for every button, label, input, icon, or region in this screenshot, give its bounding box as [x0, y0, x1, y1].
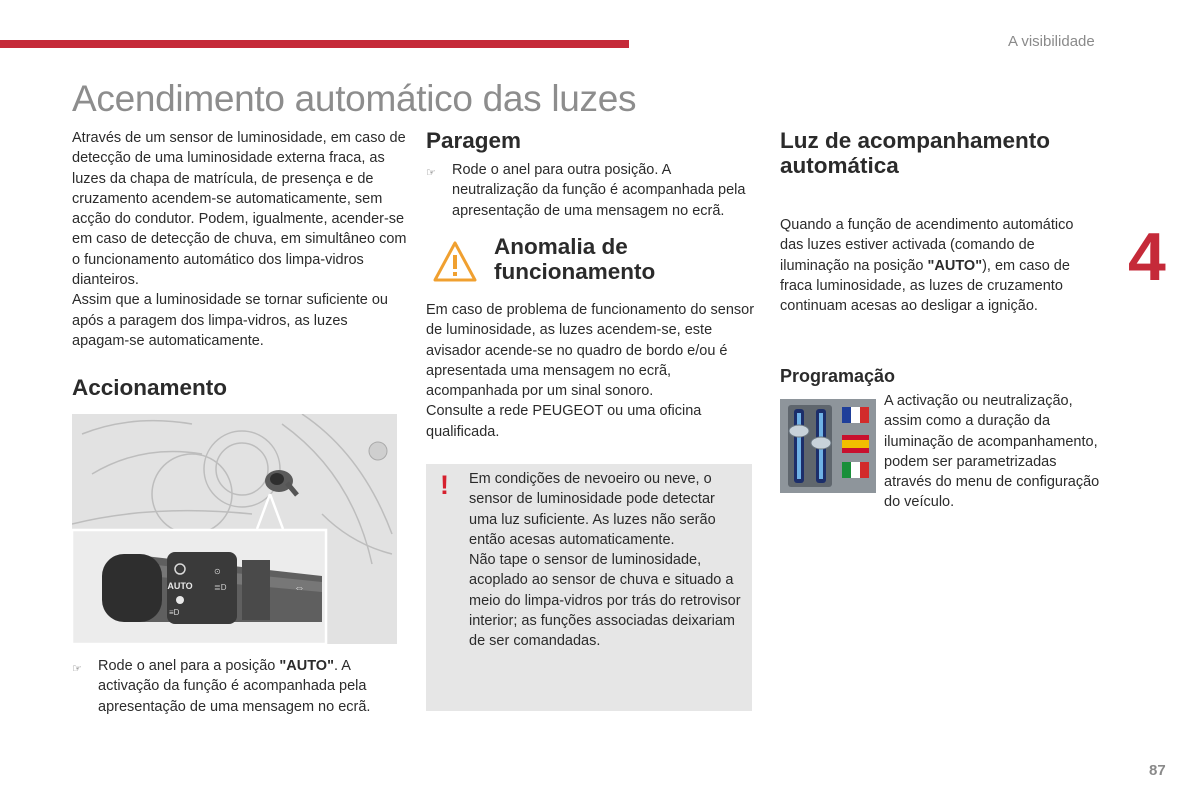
pointing-hand-icon: ☞	[426, 167, 436, 179]
light-stalk-illustration	[72, 414, 397, 644]
dashboard-drawing	[72, 414, 397, 644]
accionamento-instruction-text: Rode o anel para a posição "AUTO". A activação da função é acompanhada pela apresentação de uma mensagem no ecrã.	[98, 658, 371, 715]
settings-menu-image	[780, 399, 876, 493]
paragem-instruction	[426, 160, 756, 221]
anomalia-heading-line1: Anomalia de	[494, 234, 628, 259]
luz-heading-line2: automática	[780, 153, 899, 178]
accionamento-heading: Accionamento	[72, 375, 228, 400]
anomalia-paragraph-1: Em caso de problema de funcionamento do sensor de luminosidade, as luzes acendem-se, este avisador acende-se no quadro de bordo e/ou é apresentada uma mensagem no ecrã, acompanhada por um sinal sonoro.	[426, 302, 755, 400]
anomalia-heading-line2: funcionamento	[494, 259, 656, 284]
section-title: A visibilidade	[1008, 33, 1095, 50]
auto-position-label: AUTO	[167, 581, 193, 591]
pointing-hand-icon: ☞	[72, 663, 82, 675]
svg-text:⊙: ⊙	[214, 567, 221, 576]
exclamation-icon: !	[440, 470, 449, 500]
accionamento-instruction	[72, 656, 402, 717]
luz-acompanhamento-text: Quando a função de acendimento automático das luzes estiver activada (comando de iluminação na posição "AUTO"), em caso de fraca luminosidade, as luzes de cruzamento continuam acesas ao desligar a ignição.	[780, 217, 1074, 315]
intro-paragraph-1: Através de um sensor de luminosidade, em caso de detecção de uma luminosidade externa fraca, as luzes da chapa de matrícula, de presença e de cruzamento acendem-se automaticamente, sem acção do condutor. Podem, igualmente, acender-se em caso de detecção de chuva, em simultâneo com o funcionamento automático dos limpa-vidros dianteiros.	[72, 130, 407, 289]
paragem-instruction-text: Rode o anel para outra posição. A neutralização da função é acompanhada pela apresentação de uma mensagem no ecrã.	[452, 162, 746, 219]
chapter-number: 4	[1128, 219, 1166, 295]
paragem-heading: Paragem	[426, 128, 522, 153]
anomalia-text	[426, 300, 756, 442]
warning-triangle-icon	[432, 240, 478, 284]
page-number: 87	[1149, 762, 1166, 779]
programacao-text: A activação ou neutralização, assim como a duração da iluminação de acompanhamento, podem ser parametrizadas através do menu de configuração do veículo.	[884, 393, 1100, 511]
warning-note-text	[469, 469, 744, 652]
anomalia-heading	[494, 234, 655, 284]
flag-icons	[842, 407, 869, 478]
intro-paragraph-2: Assim que a luminosidade se tornar suficiente ou após a paragem dos limpa-vidros, as luzes apagam-se automaticamente.	[72, 292, 388, 349]
programacao-heading: Programação	[780, 366, 896, 386]
peugeot-logo-icon	[369, 442, 387, 460]
luz-heading-line1: Luz de acompanhamento	[780, 128, 1051, 153]
header-accent-bar	[0, 40, 629, 48]
intro-text	[72, 128, 407, 351]
svg-text:≣D: ≣D	[214, 583, 227, 592]
page-title: Acendimento automático das luzes	[72, 78, 637, 119]
svg-text:⇔: ⇔	[294, 582, 305, 594]
note-paragraph-2: Não tape o sensor de luminosidade, acoplado ao sensor de chuva e situado a meio do limpa-vidros por trás do retrovisor interior; as funções associadas deixariam de ser comandadas.	[469, 552, 741, 650]
anomalia-paragraph-2: Consulte a rede PEUGEOT ou uma oficina qualificada.	[426, 403, 702, 440]
note-paragraph-1: Em condições de nevoeiro ou neve, o sensor de luminosidade pode detectar uma luz suficiente. As luzes não serão então acesas automaticamente.	[469, 471, 716, 548]
luz-acompanhamento-heading	[780, 128, 1100, 178]
svg-text:≡D: ≡D	[169, 608, 180, 617]
